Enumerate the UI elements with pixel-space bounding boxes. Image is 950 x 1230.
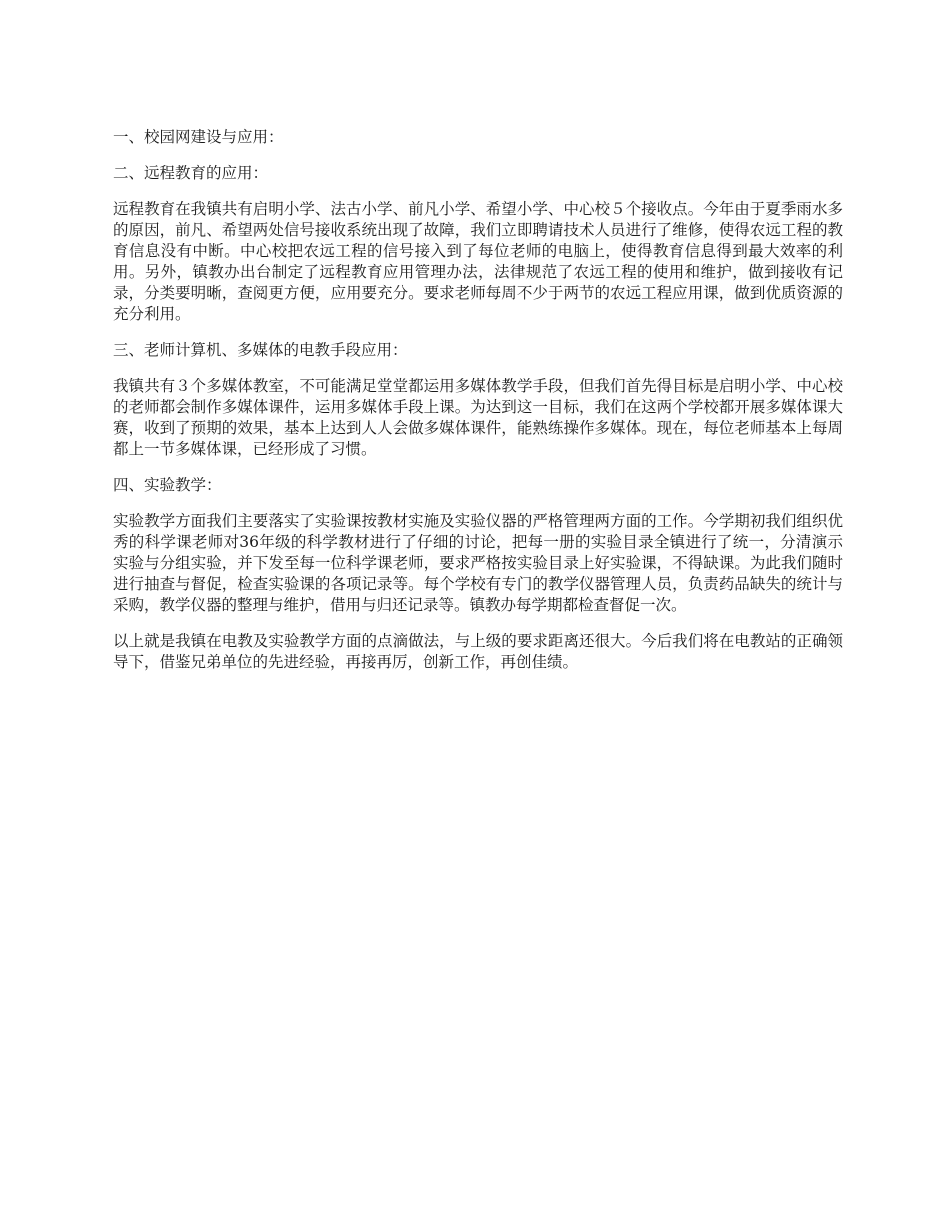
- paragraph-multimedia: 我镇共有３个多媒体教室，不可能满足堂堂都运用多媒体教学手段，但我们首先得目标是启明小学、中心校的老师都会制作多媒体课件，运用多媒体手段上课。为达到这一目标，我们在这两个学校都开展多媒体课大赛，收到了预期的效果，基本上达到人人会做多媒体课件，能熟练操作多媒体。现在，每位老师基本上每周都上一节多媒体课，已经形成了习惯。: [113, 377, 843, 458]
- section-heading-experiment-teaching: 四、实验教学：: [113, 476, 222, 494]
- section-heading-multimedia: 三、老师计算机、多媒体的电教手段应用：: [113, 341, 408, 359]
- paragraph-experiment-teaching: 实验教学方面我们主要落实了实验课按教材实施及实验仪器的严格管理两方面的工作。今学期初我们组织优秀的科学课老师对36年级的科学教材进行了仔细的讨论，把每一册的实验目录全镇进行了统一，分清演示实验与分组实验，并下发至每一位科学课老师，要求严格按实验目录上好实验课，不得缺课。为此我们随时进行抽查与督促，检查实验课的各项记录等。每个学校有专门的教学仪器管理人员，负责药品缺失的统计与采购，教学仪器的整理与维护，借用与归还记录等。镇教办每学期都检查督促一次。: [113, 512, 843, 614]
- document-body: [113, 127, 843, 688]
- section-heading-remote-education: 二、远程教育的应用：: [113, 164, 269, 182]
- paragraph-conclusion: 以上就是我镇在电教及实验教学方面的点滴做法，与上级的要求距离还很大。今后我们将在电教站的正确领导下，借鉴兄弟单位的先进经验，再接再厉，创新工作，再创佳绩。: [113, 632, 843, 671]
- section-heading-campus-network: 一、校园网建设与应用：: [113, 128, 284, 146]
- paragraph-remote-education: 远程教育在我镇共有启明小学、法古小学、前凡小学、希望小学、中心校５个接收点。今年由于夏季雨水多的原因，前凡、希望两处信号接收系统出现了故障，我们立即聘请技术人员进行了维修，使得农远工程的教育信息没有中断。中心校把农远工程的信号接入到了每位老师的电脑上，使得教育信息得到最大效率的利用。另外，镇教办出台制定了远程教育应用管理办法，法律规范了农远工程的使用和维护，做到接收有记录，分类要明晰，查阅更方便，应用要充分。要求老师每周不少于两节的农远工程应用课，做到优质资源的充分利用。: [113, 200, 843, 323]
